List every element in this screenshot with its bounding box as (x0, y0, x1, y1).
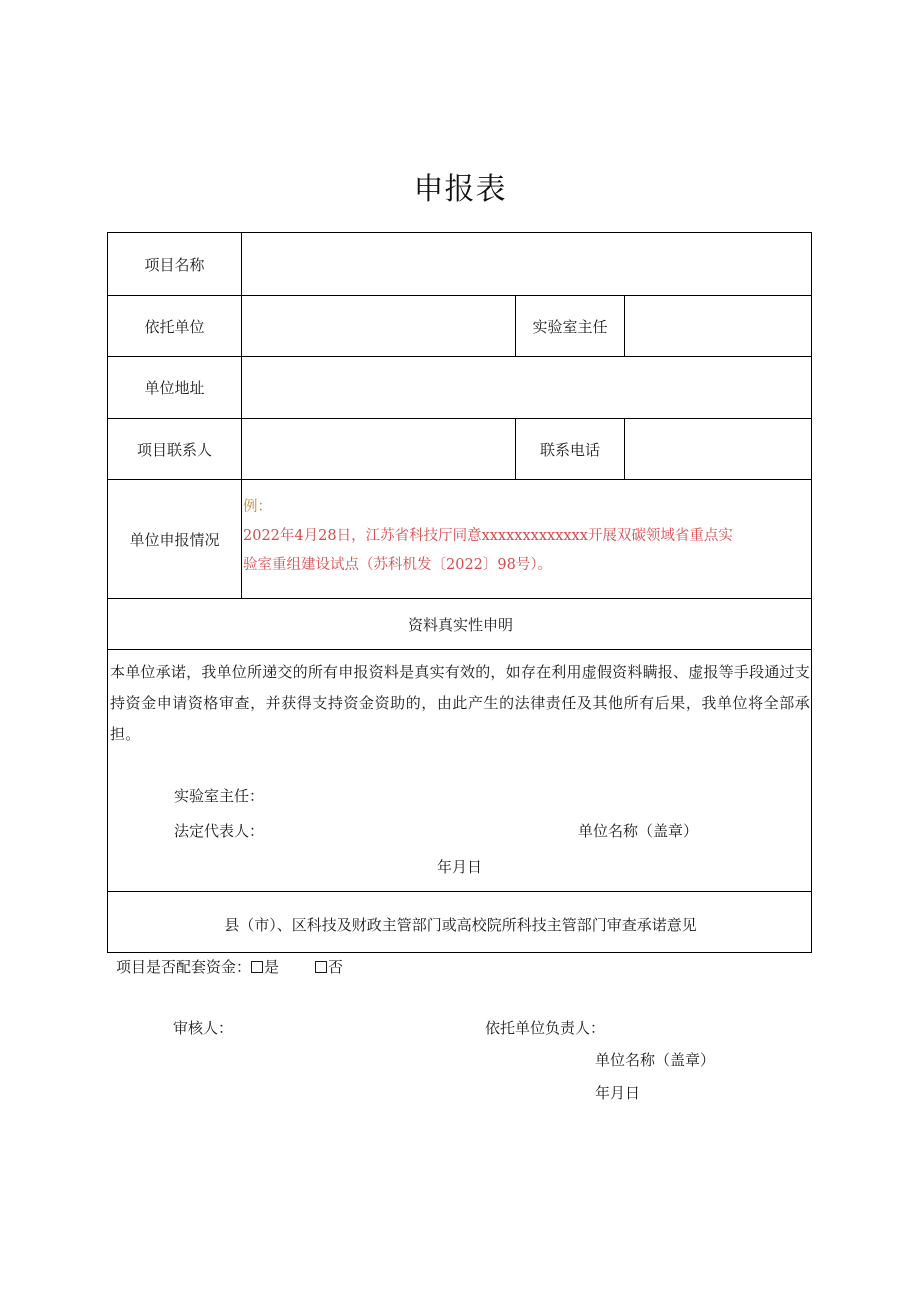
contact-person-label: 项目联系人 (136, 440, 212, 459)
lab-director-signature-label: 实验室主任： (174, 787, 265, 805)
application-status-label: 单位申报情况 (129, 530, 220, 549)
matching-funds-row (116, 956, 343, 977)
declaration-heading: 资料真实性申明 (407, 616, 513, 634)
review-heading: 县（市）、区科技及财政主管部门或高校院所科技主管部门审查承诺意见 (224, 916, 697, 934)
legal-rep-signature-label: 法定代表人： (174, 822, 265, 840)
example-text (243, 493, 803, 580)
row-divider (108, 598, 811, 599)
review-date: 年月日 (595, 1084, 641, 1102)
host-unit-leader-label: 依托单位负责人： (485, 1019, 606, 1037)
unit-address-field[interactable] (242, 357, 811, 418)
example-heading: 例： (243, 499, 272, 515)
example-line: 验室重组建设试点（苏科机发〔2022〕98号）。 (243, 557, 553, 573)
host-unit-field[interactable] (242, 296, 515, 356)
reviewer-label: 审核人： (173, 1019, 234, 1037)
row-divider (108, 891, 811, 892)
project-name-field[interactable] (242, 233, 811, 295)
checkbox-yes[interactable] (251, 961, 263, 973)
example-line: 2022年4月28日，江苏省科技厅同意xxxxxxxxxxxxx开展双碳领域省重点实 (243, 528, 733, 544)
project-name-label: 项目名称 (144, 255, 205, 274)
unit-address-label: 单位地址 (144, 379, 205, 397)
contact-phone-label: 联系电话 (539, 440, 600, 459)
contact-person-field[interactable] (242, 419, 515, 479)
declaration-body: 本单位承诺，我单位所递交的所有申报资料是真实有效的，如存在利用虚假资料瞒报、虚报等手段通过支持资金申请资格审查，并获得支持资金资助的，由此产生的法律责任及其他所有后果，我单位将全部承担。 (110, 663, 810, 743)
unit-seal-label: 单位名称（盖章） (578, 822, 699, 840)
row-divider (108, 649, 811, 650)
option-no-label: 否 (328, 958, 344, 976)
contact-phone-field[interactable] (625, 419, 811, 479)
declaration-date: 年月日 (437, 858, 483, 876)
checkbox-no[interactable] (315, 961, 327, 973)
review-unit-seal-label: 单位名称（盖章） (595, 1051, 716, 1069)
lab-director-label: 实验室主任 (532, 317, 608, 336)
lab-director-field[interactable] (625, 296, 811, 356)
host-unit-label: 依托单位 (144, 317, 205, 336)
option-yes-label: 是 (264, 958, 280, 976)
matching-funds-question: 项目是否配套资金： (116, 958, 252, 976)
application-form (107, 232, 812, 953)
page-title: 申报表 (413, 172, 507, 207)
